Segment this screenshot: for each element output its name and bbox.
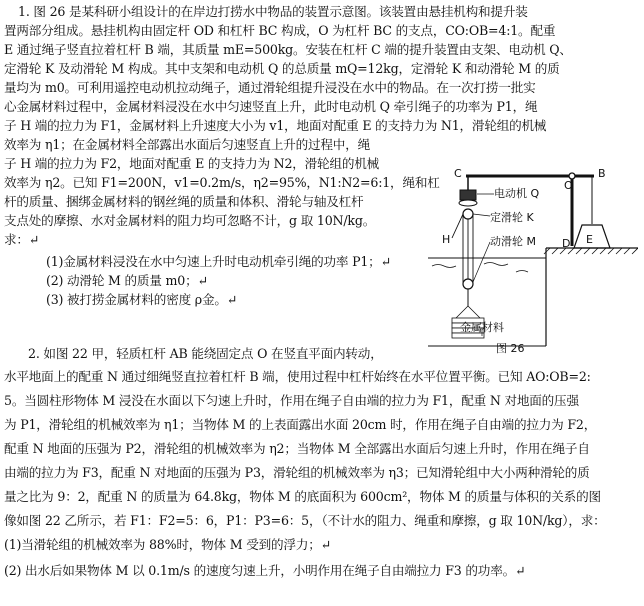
label-h: H xyxy=(442,233,451,246)
problem-1-line-1: 1. 图 26 是某科研小组设计的在岸边打捞水中物品的装置示意图。该装置由悬挂机构和提升装 xyxy=(18,4,528,19)
problem-1-line-7: 子 H 端的拉力为 F1，金属材料上升速度大小为 v1，地面对配重 E 的支持力为 N1，滑轮组的机械 xyxy=(4,118,547,133)
label-motor-q: 电动机 Q xyxy=(494,187,540,200)
problem-2-line-2: 水平地面上的配重 N 通过细绳竖直拉着杠杆 B 端，使用过程中杠杆始终在水平位置平衡。已知 AO:OB=2: xyxy=(4,369,591,384)
problem-1-line-11: 杆的质量、捆绑金属材料的钢丝绳的质量和体积、滑轮与轴及杠杆 xyxy=(4,194,364,209)
label-o: O xyxy=(564,179,573,192)
motor-q xyxy=(460,190,476,200)
problem-1-line-3: E 通过绳子竖直拉着杠杆 B 端，其质量 mE=500kg。安装在杠杆 C 端的提升装置由支架、电动机 Q、 xyxy=(4,42,572,57)
problem-1-line-6: 心金属材料过程中，金属材料浸没在水中匀速竖直上升，此时电动机 Q 牵引绳子的功率为 P1，绳 xyxy=(4,99,538,114)
label-c: C xyxy=(454,167,462,180)
problem-1-line-5: 量均为 m0。可利用遥控电动机拉动绳子，通过滑轮组提升浸没在水中的物品。在一次打捞一批实 xyxy=(4,80,536,95)
problem-1-line-8: 效率为 η1；在金属材料全部露出水面后匀速竖直上升的过程中，绳 xyxy=(4,137,370,152)
moving-pulley-m xyxy=(463,279,473,289)
problem-2-line-4: 为 P1，滑轮组的机械效率为 η1；当物体 M 的上表面露出水面 20cm 时，作用在绳子自由端的拉力为 F2， xyxy=(4,417,597,432)
problem-2-line-6: 由端的拉力为 F3，配重 N 对地面的压强为 P3，滑轮组的机械效率为 η3；已知滑轮组中大小两种滑轮的质 xyxy=(4,465,590,480)
problem-1-line-4: 定滑轮 K 及动滑轮 M 构成。其中支架和电动机 Q 的总质量 mQ=12kg，定滑轮 K 和动滑轮 M 的质 xyxy=(4,61,560,76)
label-e: E xyxy=(586,233,593,246)
label-moving-pulley-m: 动滑轮 M xyxy=(490,235,536,248)
problem-1-question-2: (2) 动滑轮 M 的质量 m0；↵ xyxy=(46,273,208,288)
problem-2-line-8: 像如图 22 乙所示，若 F1：F2=5：6，P1：P3=6：5，（不计水的阻力、绳重和摩擦，g 取 10N/kg），求： xyxy=(4,513,606,528)
problem-1-line-9: 子 H 端的拉力为 F2，地面对配重 E 的支持力为 N2，滑轮组的机械 xyxy=(4,156,380,171)
problem-1-question-1: (1)金属材料浸没在水中匀速上升时电动机牵引绳的功率 P1；↵ xyxy=(46,254,391,269)
problem-1-line-13: 求：↵ xyxy=(4,232,40,247)
water-ripples xyxy=(432,263,528,273)
problem-2-line-9: (1)当滑轮组的机械效率为 88%时，物体 M 受到的浮力；↵ xyxy=(4,537,331,552)
problem-2-line-1: 2. 如图 22 甲，轻质杠杆 AB 能绕固定点 O 在竖直平面内转动， xyxy=(28,346,383,361)
problem-2-line-10: (2) 出水后如果物体 M 以 0.1m/s 的速度匀速上升，小明作用在绳子自由端拉力 F3 的功率。↵ xyxy=(4,563,526,578)
problem-1-question-3: (3) 被打捞金属材料的密度 ρ金。↵ xyxy=(46,292,238,307)
label-fixed-pulley-k: 定滑轮 K xyxy=(490,211,534,224)
fixed-pulley-k xyxy=(463,209,473,219)
rope-free-end-h xyxy=(452,214,463,238)
figure-26 xyxy=(424,168,638,358)
label-metal-material: 金属材料 xyxy=(460,321,504,334)
problem-1-line-10: 效率为 η2。已知 F1=200N，v1=0.2m/s，η2=95%，N1:N2=6:1，绳和杠 xyxy=(4,175,440,190)
problem-2-line-3: 5。当圆柱形物体 M 浸没在水面以下匀速上升时，作用在绳子自由端的拉力为 F1，配重 N 对地面的压强 xyxy=(4,393,579,408)
figure-26-caption: 图 26 xyxy=(496,342,525,355)
problem-2-line-7: 量之比为 9：2，配重 N 的质量为 64.8kg，物体 M 的底面积为 600cm²，物体 M 的质量与体积的关系的图 xyxy=(4,489,601,504)
label-d: D xyxy=(562,237,571,250)
problem-2-line-5: 配重 N 地面的压强为 P2，滑轮组的机械效率为 η2；当物体 M 全部露出水面后匀速上升时，作用在绳子自 xyxy=(4,441,590,456)
problem-1-line-2: 置两部分组成。悬挂机构由固定杆 OD 和杠杆 BC 构成，O 为杠杆 BC 的支点，CO:OB=4:1。配重 xyxy=(4,23,556,38)
problem-1-line-12: 支点处的摩擦、水对金属材料的阻力均可忽略不计，g 取 10N/kg。 xyxy=(4,213,376,228)
ground-hatching xyxy=(544,248,638,254)
label-b: B xyxy=(598,167,606,180)
